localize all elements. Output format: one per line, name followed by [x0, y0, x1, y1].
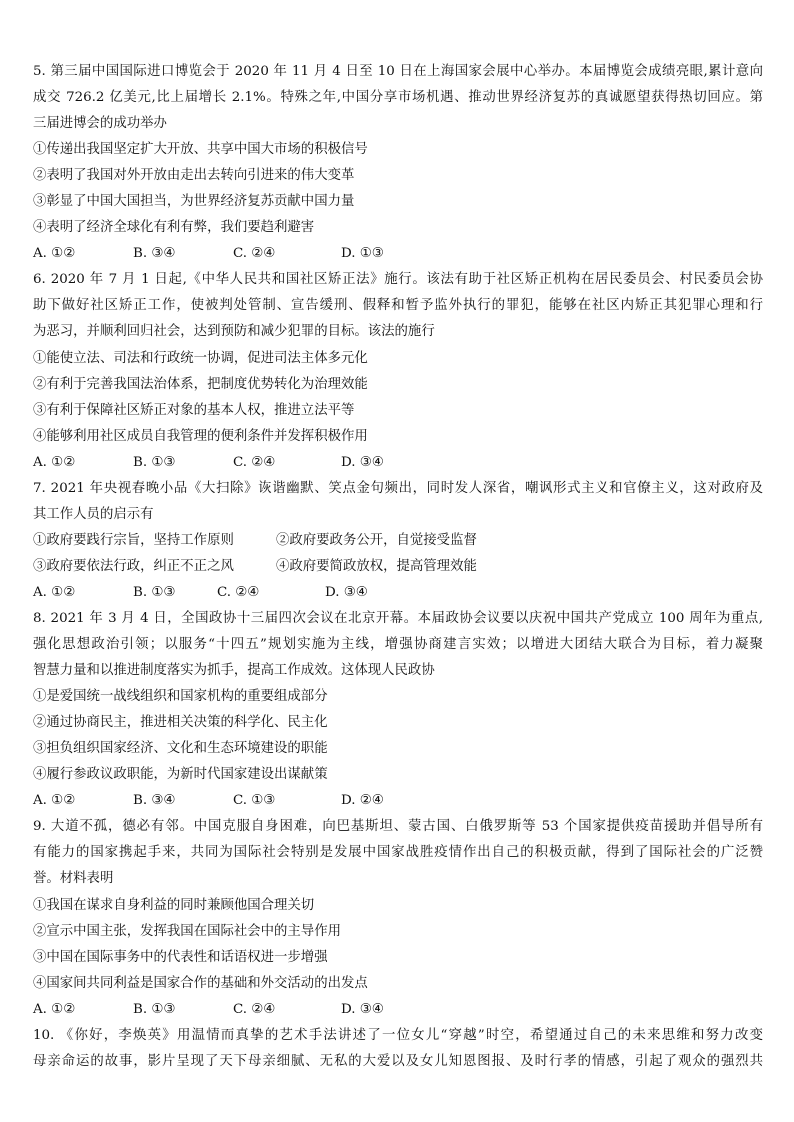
statement-2: ②表明了我国对外开放由走出去转向引进来的伟大变革 — [33, 168, 355, 184]
question-9 — [33, 814, 763, 1022]
statement-2: ②有利于完善我国法治体系，把制度优势转化为治理效能 — [33, 376, 368, 392]
statement-4: ④国家间共同利益是国家合作的基础和外交活动的出发点 — [33, 975, 368, 991]
question-10 — [33, 1023, 763, 1075]
question-stem-line: 智慧力量和以推进制度落实为抓手，提高工作成效。这体现人民政协 — [33, 663, 435, 679]
statement-pair — [33, 554, 763, 580]
question-stem-line: 5. 第三届中国国际进口博览会于 2020 年 11 月 4 日至 10 日在上海国家会展中心举办。本届博览会成绩亮眼,累计意向 — [33, 64, 763, 79]
statement-pair — [33, 528, 763, 554]
option-d: D. ①③ — [341, 246, 384, 262]
option-a: A. ①② — [33, 584, 76, 600]
question-stem-line: 6. 2020 年 7 月 1 日起,《中华人民共和国社区矫正法》施行。该法有助于社区矫正机构在居民委员会、村民委员会协 — [33, 272, 763, 288]
option-d: D. ③④ — [341, 454, 384, 470]
question-stem-line: 7. 2021 年央视春晚小品《大扫除》诙谐幽默、笑点金句频出，同时发人深省，嘲讽形式主义和官僚主义，这对政府及 — [33, 480, 763, 496]
question-stem-line: 10. 《你好，李焕英》用温情而真挚的艺术手法讲述了一位女儿“穿越”时空，希望通过自己的未来思维和努力改变 — [33, 1027, 763, 1043]
statement-1: ①我国在谋求自身利益的同时兼顾他国合理关切 — [33, 897, 315, 913]
option-a: A. ①② — [33, 454, 76, 470]
option-a: A. ①② — [33, 1001, 76, 1017]
answer-options — [33, 788, 763, 814]
statement-4: ④能够利用社区成员自我管理的便利条件并发挥积极作用 — [33, 428, 368, 444]
question-stem-line: 助下做好社区矫正工作，使被判处管制、宣告缓刑、假释和暂予监外执行的罪犯，能够在社区内矫正其犯罪心理和行 — [33, 298, 763, 314]
option-c: C. ②④ — [233, 454, 276, 470]
option-c: C. ②④ — [217, 584, 260, 600]
statement-3: ③政府要依法行政，纠正不正之风 — [33, 558, 234, 574]
question-6 — [33, 267, 763, 475]
answer-options — [33, 450, 763, 476]
statement-4: ④表明了经济全球化有利有弊，我们要趋利避害 — [33, 220, 315, 236]
statement-3: ③担负组织国家经济、文化和生态环境建设的职能 — [33, 741, 328, 757]
statement-3: ③彰显了中国大国担当，为世界经济复苏贡献中国力量 — [33, 194, 355, 210]
question-stem-line: 强化思想政治引领；以服务“十四五”规划实施为主线，增强协商建言实效；以增进大团结大联合为目标，着力凝聚 — [33, 637, 763, 653]
option-d: D. ②④ — [341, 793, 384, 809]
option-d: D. ③④ — [341, 1001, 384, 1017]
question-stem-line: 为恶习，并顺利回归社会，达到预防和减少犯罪的目标。该法的施行 — [33, 324, 435, 340]
statement-2: ②通过协商民主，推进相关决策的科学化、民主化 — [33, 715, 328, 731]
option-b: B. ③④ — [133, 246, 176, 262]
option-a: A. ①② — [33, 246, 76, 262]
option-c: C. ①③ — [233, 793, 276, 809]
option-c: C. ②④ — [233, 246, 276, 262]
option-b: B. ①③ — [133, 454, 176, 470]
statement-1: ①是爱国统一战线组织和国家机构的重要组成部分 — [33, 689, 328, 705]
answer-options — [33, 997, 763, 1023]
answer-options — [33, 580, 763, 606]
answer-options — [33, 241, 763, 267]
question-stem-line: 9. 大道不孤，德必有邻。中国克服自身困难，向巴基斯坦、蒙古国、白俄罗斯等 53 个国家提供疫苗援助并倡导所有 — [33, 819, 763, 835]
statement-1: ①政府要践行宗旨，坚持工作原则 — [33, 532, 234, 548]
question-stem-line: 8. 2021 年 3 月 4 日，全国政协十三届四次会议在北京开幕。本届政协会议要以庆祝中国共产党成立 100 周年为重点, — [33, 610, 763, 626]
question-stem-line: 其工作人员的启示有 — [33, 506, 154, 522]
statement-3: ③有利于保障社区矫正对象的基本人权，推进立法平等 — [33, 402, 355, 418]
question-stem-line: 母亲命运的故事，影片呈现了天下母亲细腻、无私的大爱以及女儿知恩图报、及时行孝的情感，引起了观众的强烈共 — [33, 1053, 763, 1069]
exam-page — [33, 59, 763, 1075]
statement-3: ③中国在国际事务中的代表性和话语权进一步增强 — [33, 949, 328, 965]
statement-2: ②宣示中国主张，发挥我国在国际社会中的主导作用 — [33, 923, 341, 939]
option-b: B. ③④ — [133, 793, 176, 809]
statement-1: ①传递出我国坚定扩大开放、共享中国大市场的积极信号 — [33, 142, 368, 158]
question-8 — [33, 606, 763, 814]
option-b: B. ①③ — [133, 584, 176, 600]
option-d: D. ③④ — [325, 584, 368, 600]
question-stem-line: 三届进博会的成功举办 — [33, 116, 167, 132]
statement-4: ④政府要简政放权，提高管理效能 — [276, 558, 477, 574]
question-stem-line: 有能力的国家携起手来，共同为国际社会特别是发展中国家战胜疫情作出自己的积极贡献，得到了国际社会的广泛赞 — [33, 845, 763, 861]
statement-4: ④履行参政议政职能，为新时代国家建设出谋献策 — [33, 767, 328, 783]
statement-2: ②政府要政务公开，自觉接受监督 — [276, 532, 477, 548]
question-7 — [33, 476, 763, 606]
option-b: B. ①③ — [133, 1001, 176, 1017]
question-stem-line: 誉。材料表明 — [33, 871, 114, 887]
statement-1: ①能使立法、司法和行政统一协调，促进司法主体多元化 — [33, 350, 368, 366]
question-stem-line: 成交 726.2 亿美元,比上届增长 2.1%。特殊之年,中国分享市场机遇、推动世界经济复苏的真诚愿望获得热切回应。第 — [33, 90, 763, 106]
option-a: A. ①② — [33, 793, 76, 809]
option-c: C. ②④ — [233, 1001, 276, 1017]
question-5 — [33, 59, 763, 267]
